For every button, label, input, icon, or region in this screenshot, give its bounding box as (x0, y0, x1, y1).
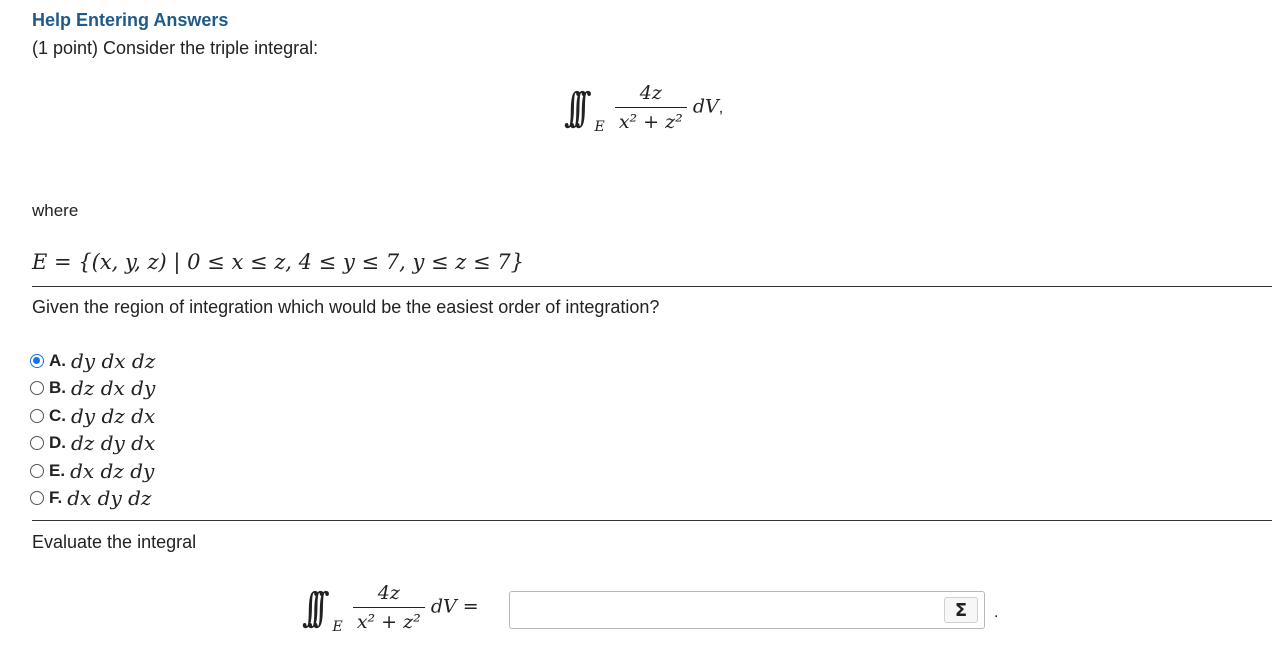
integrand-fraction (353, 582, 425, 633)
option-f[interactable] (30, 485, 155, 513)
radio-button[interactable] (30, 354, 44, 368)
differential-dv: dV (692, 95, 719, 118)
option-order: dz dx dy (71, 376, 156, 401)
option-a[interactable] (30, 347, 155, 375)
integrand-numerator: 4z (615, 82, 687, 108)
triple-integral-symbol: ∫∫∫ (564, 84, 581, 131)
integral-region-subscript: E (332, 618, 343, 635)
triple-integral-symbol: ∫∫∫ (302, 584, 319, 631)
option-b[interactable] (30, 375, 155, 403)
problem-intro: (1 point) Consider the triple integral: (32, 38, 319, 58)
divider (32, 520, 1272, 521)
evaluate-label: Evaluate the integral (32, 532, 197, 552)
integrand-numerator: 4z (353, 582, 425, 608)
radio-button[interactable] (30, 409, 44, 423)
radio-button[interactable] (30, 381, 44, 395)
answer-input[interactable] (509, 591, 985, 629)
option-order: dz dy dx (71, 431, 156, 456)
integrand-denominator: x² + z² (618, 111, 683, 133)
option-order: dy dx dz (71, 348, 156, 373)
integral-region-subscript: E (594, 118, 605, 135)
option-letter: C. (49, 405, 66, 425)
differential-equals: dV = (430, 595, 479, 618)
equation-editor-button[interactable]: Σ (944, 597, 978, 623)
option-letter: F. (49, 488, 63, 508)
option-letter: E. (49, 460, 66, 480)
option-letter: A. (49, 350, 66, 370)
integrand-fraction (615, 82, 687, 133)
question-text: Given the region of integration which would be the easiest order of integration? (32, 297, 660, 317)
trailing-period: . (994, 604, 999, 621)
option-letter: B. (49, 378, 66, 398)
integration-order-options (30, 347, 155, 512)
radio-button[interactable] (30, 491, 44, 505)
triple-integral-display (562, 82, 723, 135)
divider (32, 286, 1272, 287)
option-c[interactable] (30, 402, 155, 430)
radio-button[interactable] (30, 436, 44, 450)
integrand-denominator: x² + z² (356, 611, 421, 633)
option-letter: D. (49, 433, 66, 453)
option-order: dx dz dy (70, 458, 155, 483)
option-e[interactable] (30, 457, 155, 485)
option-d[interactable] (30, 430, 155, 458)
option-order: dy dz dx (71, 403, 156, 428)
option-order: dx dy dz (67, 486, 152, 511)
radio-button[interactable] (30, 464, 44, 478)
region-definition: E = {(x, y, z) | 0 ≤ x ≤ z, 4 ≤ y ≤ 7, y ≤ z ≤ 7} (32, 250, 525, 274)
where-label: where (32, 201, 79, 220)
answer-integral-display (300, 582, 479, 635)
integral-trailing-comma: , (718, 99, 724, 117)
help-entering-answers-link[interactable]: Help Entering Answers (32, 10, 229, 30)
